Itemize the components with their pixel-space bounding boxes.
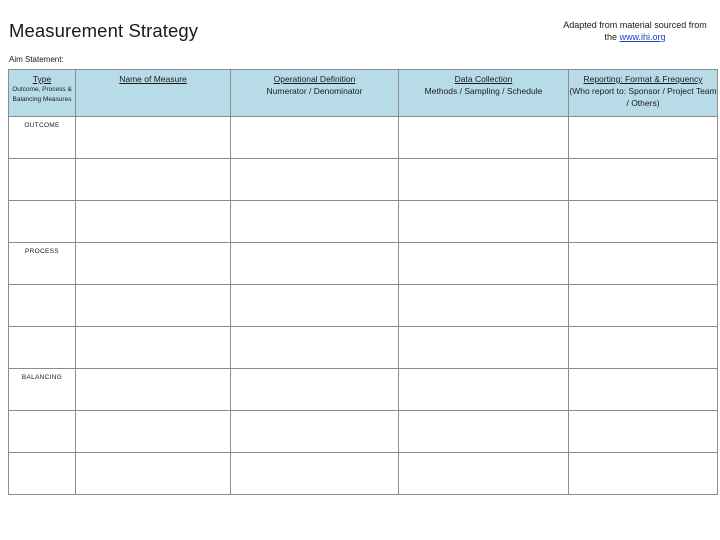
table-row xyxy=(9,243,718,285)
collection-cell[interactable] xyxy=(399,243,569,285)
definition-cell[interactable] xyxy=(231,201,399,243)
definition-cell[interactable] xyxy=(231,411,399,453)
type-cell[interactable]: BALANCING xyxy=(9,369,76,411)
col-header-name-of-measure: Name of Measure xyxy=(76,70,231,117)
reporting-cell[interactable] xyxy=(569,243,718,285)
reporting-cell[interactable] xyxy=(569,201,718,243)
col-header-data-collection: Data Collection Methods / Sampling / Schedule xyxy=(399,70,569,117)
table-row xyxy=(9,411,718,453)
name-cell[interactable] xyxy=(76,369,231,411)
collection-cell[interactable] xyxy=(399,117,569,159)
table-row xyxy=(9,159,718,201)
type-cell[interactable] xyxy=(9,327,76,369)
definition-cell[interactable] xyxy=(231,453,399,495)
collection-cell[interactable] xyxy=(399,411,569,453)
type-cell[interactable] xyxy=(9,411,76,453)
table-row xyxy=(9,327,718,369)
collection-cell[interactable] xyxy=(399,327,569,369)
type-cell[interactable]: PROCESS xyxy=(9,243,76,285)
source-text: Adapted from material sourced from the xyxy=(563,20,707,42)
reporting-cell[interactable] xyxy=(569,159,718,201)
source-attribution xyxy=(560,19,710,43)
definition-cell[interactable] xyxy=(231,327,399,369)
table-row xyxy=(9,369,718,411)
reporting-cell[interactable] xyxy=(569,117,718,159)
name-cell[interactable] xyxy=(76,411,231,453)
collection-cell[interactable] xyxy=(399,453,569,495)
type-cell[interactable] xyxy=(9,453,76,495)
table-row xyxy=(9,117,718,159)
definition-cell[interactable] xyxy=(231,243,399,285)
definition-cell[interactable] xyxy=(231,369,399,411)
reporting-cell[interactable] xyxy=(569,453,718,495)
name-cell[interactable] xyxy=(76,117,231,159)
measurement-table xyxy=(8,69,718,495)
col-header-reporting: Reporting: Format & Frequency (Who report to: Sponsor / Project Team / Others) xyxy=(569,70,718,117)
reporting-cell[interactable] xyxy=(569,285,718,327)
name-cell[interactable] xyxy=(76,201,231,243)
type-cell[interactable] xyxy=(9,201,76,243)
definition-cell[interactable] xyxy=(231,285,399,327)
col-header-type: Type Outcome, Process & Balancing Measures xyxy=(9,70,76,117)
page-title: Measurement Strategy xyxy=(9,20,199,41)
table-row xyxy=(9,285,718,327)
collection-cell[interactable] xyxy=(399,369,569,411)
ihi-link[interactable]: www.ihi.org xyxy=(619,32,666,42)
type-cell[interactable] xyxy=(9,285,76,327)
name-cell[interactable] xyxy=(76,159,231,201)
table-row xyxy=(9,453,718,495)
definition-cell[interactable] xyxy=(231,117,399,159)
collection-cell[interactable] xyxy=(399,285,569,327)
aim-statement-label: Aim Statement: xyxy=(9,55,64,64)
table-row xyxy=(9,201,718,243)
definition-cell[interactable] xyxy=(231,159,399,201)
type-cell[interactable]: OUTCOME xyxy=(9,117,76,159)
collection-cell[interactable] xyxy=(399,201,569,243)
name-cell[interactable] xyxy=(76,327,231,369)
type-cell[interactable] xyxy=(9,159,76,201)
col-header-operational-definition: Operational Definition Numerator / Denominator xyxy=(231,70,399,117)
reporting-cell[interactable] xyxy=(569,369,718,411)
reporting-cell[interactable] xyxy=(569,411,718,453)
reporting-cell[interactable] xyxy=(569,327,718,369)
name-cell[interactable] xyxy=(76,453,231,495)
name-cell[interactable] xyxy=(76,243,231,285)
name-cell[interactable] xyxy=(76,285,231,327)
collection-cell[interactable] xyxy=(399,159,569,201)
table-header-row xyxy=(9,70,718,117)
